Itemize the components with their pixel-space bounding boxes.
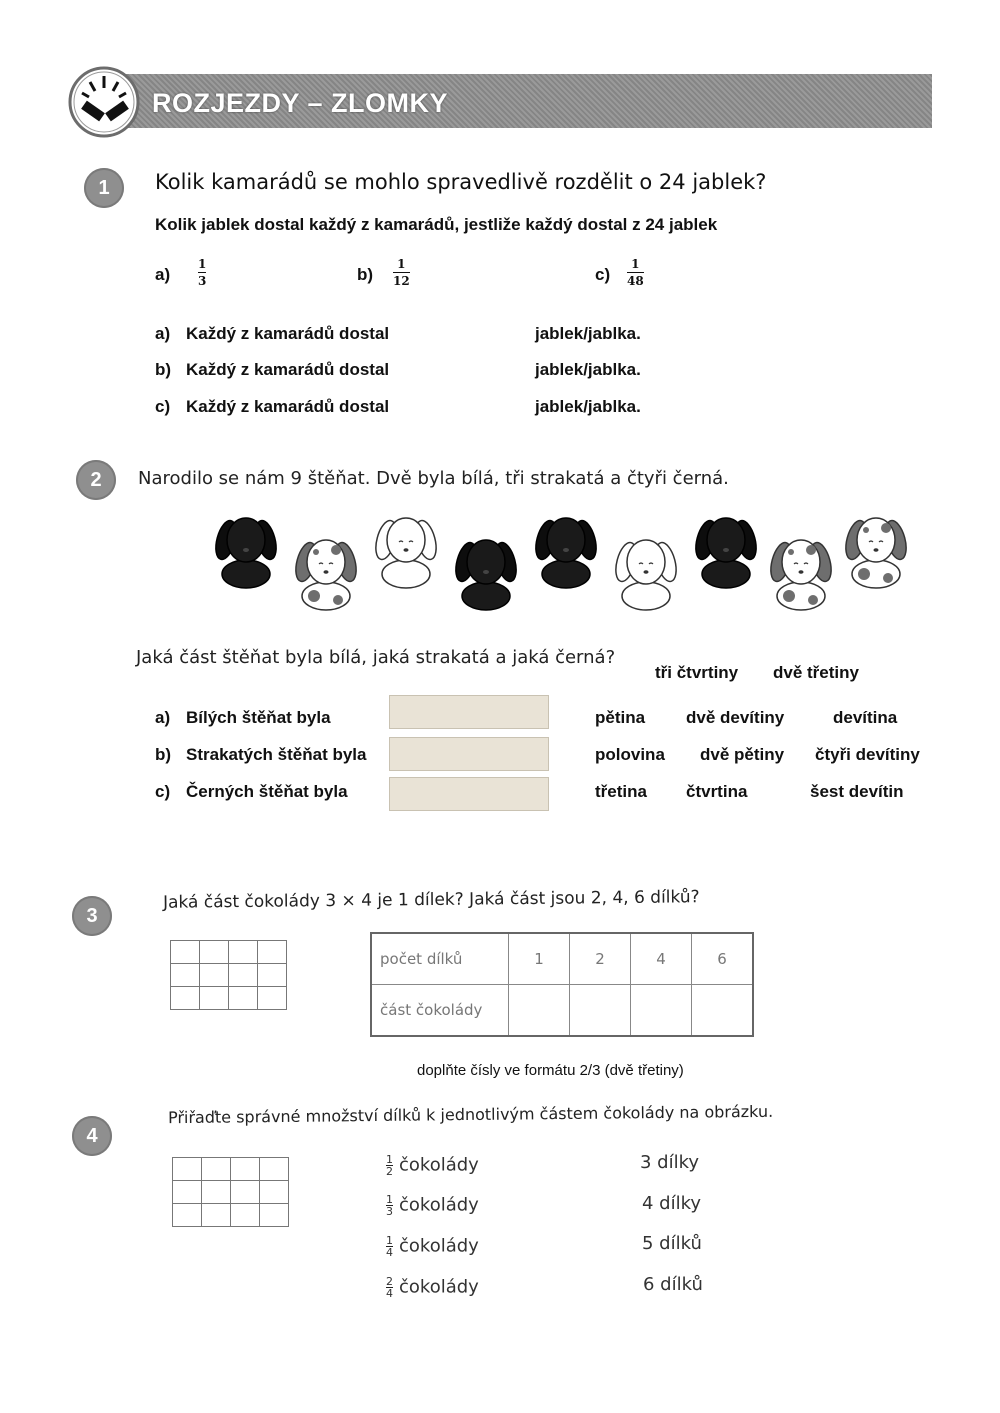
fraction-2-4: $\frac{2}{4}$: [386, 1275, 393, 1300]
q1-fraction-b: [393, 257, 410, 288]
q1-answer-c-text: Každý z kamarádů dostal: [186, 397, 390, 416]
fraction-1-3: $\frac{1}{3}$: [386, 1193, 393, 1218]
count-3-dilky[interactable]: 3 dílky: [640, 1152, 700, 1173]
puppy-white-6: [610, 530, 682, 612]
part-half[interactable]: $\frac{1}{2}$ čokolády: [386, 1153, 479, 1178]
fraction-denominator: 48: [627, 274, 644, 288]
q1-answer-b-unit: jablek/jablka.: [535, 360, 641, 379]
q2-subquestion: Jaká část štěňat byla bílá, jaká strakatá a jaká černá?: [136, 647, 616, 668]
part-quarter[interactable]: $\frac{1}{4}$ čokolády: [386, 1234, 479, 1259]
fraction-numerator: 1: [631, 257, 640, 271]
q1-answer-a-label: a): [155, 324, 171, 343]
fraction-denominator: 12: [393, 274, 410, 288]
fraction-numerator: 1: [397, 257, 406, 271]
answer-box-black[interactable]: [389, 777, 549, 811]
page-title: ROZJEZDY – ZLOMKY: [152, 88, 449, 118]
q3-question: Jaká část čokolády 3 × 4 je 1 dílek? Jaká část jsou 2, 4, 6 dílků?: [162, 887, 700, 913]
q1-fraction-c-label: c): [595, 265, 611, 284]
answer-cell-4[interactable]: [631, 985, 692, 1037]
q1-answer-a-text: Každý z kamarádů dostal: [186, 324, 390, 343]
q1-fraction-c: [627, 257, 644, 288]
chocolate-parts-table: [370, 932, 754, 1037]
q1-fraction-b-label: b): [357, 265, 374, 284]
fraction-1-4: $\frac{1}{4}$: [386, 1234, 393, 1259]
option-ctyri-devitiny[interactable]: čtyři devítiny: [815, 745, 920, 764]
q1-answer-b-label: b): [155, 360, 172, 379]
answer-cell-2[interactable]: [570, 985, 631, 1037]
fraction-numerator: 1: [198, 257, 207, 271]
count-cell-1: 1: [509, 933, 570, 985]
puppy-spotted-2: [290, 530, 362, 612]
q1-answer-a-unit: jablek/jablka.: [535, 324, 641, 343]
count-cell-6: 6: [692, 933, 754, 985]
option-sest-devitin[interactable]: šest devítin: [810, 782, 904, 801]
option-tretina[interactable]: třetina: [595, 782, 647, 801]
answer-box-white[interactable]: [389, 695, 549, 729]
fraction-denominator: 3: [198, 274, 207, 288]
fraction-1-2: $\frac{1}{2}$: [386, 1153, 393, 1178]
option-tri-ctvrtiny[interactable]: tři čtvrtiny: [655, 663, 739, 682]
option-petina[interactable]: pětina: [595, 708, 646, 727]
q2-row-a-text: Bílých štěňat byla: [186, 708, 331, 727]
count-4-dilky[interactable]: 4 dílky: [642, 1193, 702, 1214]
option-polovina[interactable]: polovina: [595, 745, 665, 764]
puppy-spotted-8: [765, 530, 837, 612]
q1-answer-b-text: Každý z kamarádů dostal: [186, 360, 390, 379]
question-number-4: 4: [72, 1116, 112, 1156]
q1-question: Kolik kamarádů se mohlo spravedlivě rozdělit o 24 jablek?: [155, 170, 767, 194]
option-dve-petiny[interactable]: dvě pětiny: [700, 745, 785, 764]
puppy-black-7: [690, 508, 762, 590]
q2-row-b-label: b): [155, 745, 172, 764]
q2-row-c-label: c): [155, 782, 171, 801]
row-label-cast-cokolady: část čokolády: [371, 985, 509, 1037]
option-dve-tretiny[interactable]: dvě třetiny: [773, 663, 859, 682]
q2-row-b-text: Strakatých štěňat byla: [186, 745, 367, 764]
option-devitina[interactable]: devítina: [833, 708, 898, 727]
q3-note: doplňte čísly ve formátu 2/3 (dvě třetiny): [417, 1062, 684, 1079]
chocolate-grid-q3: [170, 940, 287, 1010]
puppy-spotted-9: [840, 508, 912, 590]
puppy-black-5: [530, 508, 602, 590]
question-number-2: 2: [76, 460, 116, 500]
part-third[interactable]: $\frac{1}{3}$ čokolády: [386, 1193, 479, 1218]
chocolate-grid-q4: [172, 1157, 289, 1227]
q2-row-a-label: a): [155, 708, 171, 727]
puppy-black-4: [450, 530, 522, 612]
q2-row-c-text: Černých štěňat byla: [186, 782, 348, 801]
header-logo: [68, 66, 140, 138]
count-cell-4: 4: [631, 933, 692, 985]
puppy-black-1: [210, 508, 282, 590]
q1-fraction-a-label: a): [155, 265, 171, 284]
puppy-illustration: [205, 508, 925, 618]
count-6-dilku[interactable]: 6 dílků: [643, 1274, 703, 1295]
q1-answer-c-unit: jablek/jablka.: [535, 397, 641, 416]
option-ctvrtina[interactable]: čtvrtina: [686, 782, 748, 801]
row-label-pocet-dilku: počet dílků: [371, 933, 509, 985]
question-number-3: 3: [72, 896, 112, 936]
answer-box-spotted[interactable]: [389, 737, 549, 771]
option-dve-devitiny[interactable]: dvě devítiny: [686, 708, 785, 727]
answer-cell-6[interactable]: [692, 985, 754, 1037]
count-cell-2: 2: [570, 933, 631, 985]
part-two-quarters[interactable]: $\frac{2}{4}$ čokolády: [386, 1275, 479, 1300]
q4-question: Přiřaďte správné množství dílků k jednotlivým částem čokolády na obrázku.: [167, 1101, 774, 1128]
q1-subquestion: Kolik jablek dostal každý z kamarádů, jestliže každý dostal z 24 jablek: [155, 215, 718, 234]
question-number-1: 1: [84, 168, 124, 208]
answer-cell-1[interactable]: [509, 985, 570, 1037]
q1-fraction-a: [198, 257, 206, 288]
q2-question: Narodilo se nám 9 štěňat. Dvě byla bílá, tři strakatá a čtyři černá.: [138, 468, 729, 489]
q1-answer-c-label: c): [155, 397, 171, 416]
puppy-white-3: [370, 508, 442, 590]
count-5-dilku[interactable]: 5 dílků: [642, 1233, 702, 1254]
